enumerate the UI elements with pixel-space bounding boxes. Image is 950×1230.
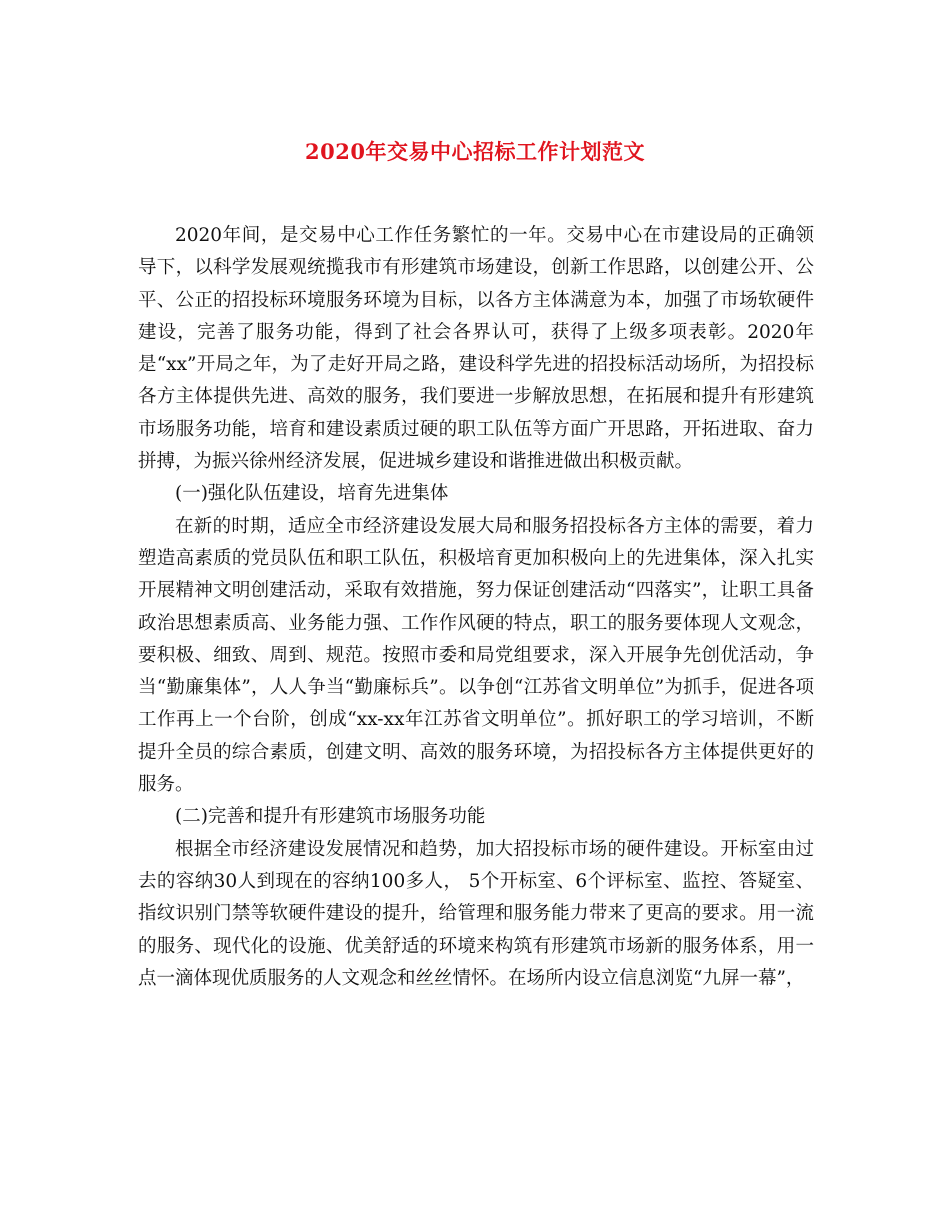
section-heading-1: (一)强化队伍建设，培育先进集体 [175, 483, 449, 505]
paragraph-section-2: 根据全市经济建设发展情况和趋势，加大招投标市场的硬件建设。开标室由过去的容纳30人到现在的容纳100多人， 5个开标室、6个评标室、监控、答疑室、指纹识别门禁等软硬件建设的提升，给管理和服务能力带来了更高的要求。用一流的服务、现代化的设施、优美舒适的环境来构筑有形建筑市场新的服务体系，用一点一滴体现优质服务的人文观念和丝丝情怀。在场所内设立信息浏览“九屏一幕”， [138, 838, 814, 989]
document-title: 2020年交易中心招标工作计划范文 [305, 139, 645, 164]
paragraph-intro: 2020年间，是交易中心工作任务繁忙的一年。交易中心在市建设局的正确领导下，以科学发展观统揽我市有形建筑市场建设，创新工作思路，以创建公开、公平、公正的招投标环境服务环境为目标，以各方主体满意为本，加强了市场软硬件建设，完善了服务功能，得到了社会各界认可，获得了上级多项表彰。2020年是“xx”开局之年，为了走好开局之路，建设科学先进的招投标活动场所，为招投标各方主体提供先进、高效的服务，我们要进一步解放思想，在拓展和提升有形建筑市场服务功能，培育和建设素质过硬的职工队伍等方面广开思路，开拓进取、奋力拼搏，为振兴徐州经济发展，促进城乡建设和谐推进做出积极贡献。 [138, 225, 814, 473]
document-body [138, 220, 814, 995]
section-heading-2: (二)完善和提升有形建筑市场服务功能 [175, 806, 486, 828]
paragraph-section-1: 在新的时期，适应全市经济建设发展大局和服务招投标各方主体的需要，着力塑造高素质的党员队伍和职工队伍，积极培育更加积极向上的先进集体，深入扎实开展精神文明创建活动，采取有效措施，努力保证创建活动“四落实”，让职工具备政治思想素质高、业务能力强、工作作风硬的特点，职工的服务要体现人文观念，要积极、细致、周到、规范。按照市委和局党组要求，深入开展争先创优活动，争当“勤廉集体”，人人争当“勤廉标兵”。以争创“江苏省文明单位”为抓手，促进各项工作再上一个台阶，创成“xx-xx年江苏省文明单位”。抓好职工的学习培训，不断提升全员的综合素质，创建文明、高效的服务环境，为招投标各方主体提供更好的服务。 [138, 515, 814, 796]
